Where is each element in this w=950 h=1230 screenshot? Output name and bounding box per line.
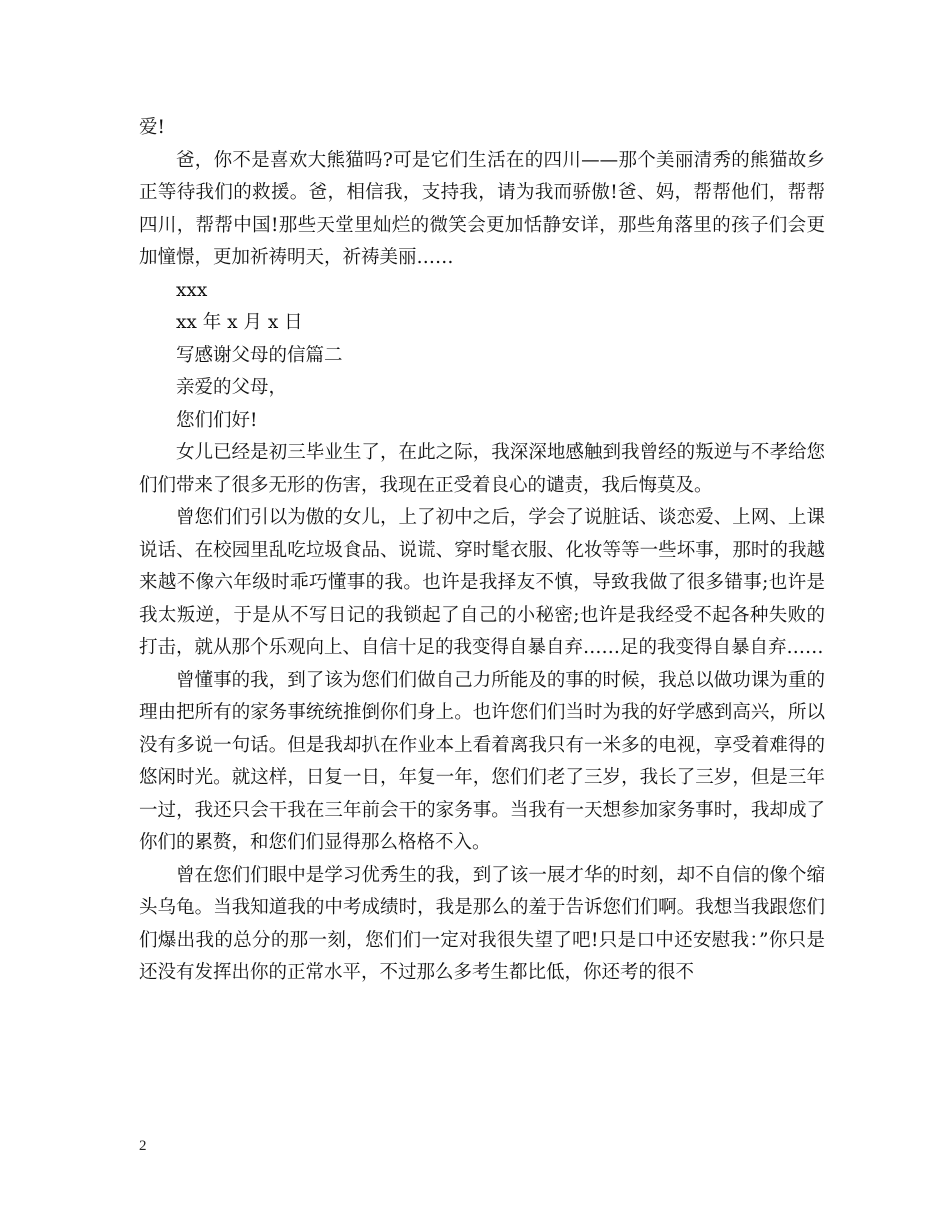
paragraph-housework: 曾懂事的我，到了该为您们们做自己力所能及的事的时候，我总以做功课为重的理由把所有的家务事统统推倒你们身上。也许您们们当时为我的好学感到高兴，所以没有多说一句话。但是我却扒在作业本上看着离我只有一米多的电视，享受着难得的悠闲时光。就这样，日复一日，年复一年，您们们老了三岁，我长了三岁，但是三年一过，我还只会干我在三年前会干的家务事。当我有一天想参加家务事时，我却成了你们的累赘，和您们们显得那么格格不入。 bbox=[139, 669, 825, 853]
paragraph-exam: 曾在您们们眼中是学习优秀生的我，到了该一展才华的时刻，却不自信的像个缩头乌龟。当我知道我的中考成绩时，我是那么的羞于告诉您们们啊。我想当我跟您们们爆出我的总分的那一刻，您们们一定对我很失望了吧!只是口中还安慰我：”你只是还没有发挥出你的正常水平，不过那么多考生都比低，你还考的很不 bbox=[139, 864, 825, 983]
paragraph-closing-fragment: 爱! bbox=[139, 117, 165, 138]
document-body bbox=[139, 112, 825, 990]
page-number: 2 bbox=[139, 1138, 147, 1154]
greeting: 您们们好! bbox=[176, 409, 258, 431]
paragraph-panda-appeal: 爸，你不是喜欢大熊猫吗?可是它们生活在的四川——那个美丽清秀的熊猫故乡正等待我们的救援。爸，相信我，支持我，请为我而骄傲!爸、妈，帮帮他们，帮帮四川，帮帮中国!那些天堂里灿烂的微笑会更加恬静安详，那些角落里的孩子们会更加憧憬，更加祈祷明天，祈祷美丽…… bbox=[139, 149, 825, 268]
paragraph-junior-high: 曾您们们引以为傲的女儿，上了初中之后，学会了说脏话、谈恋爱、上网、上课说话、在校园里乱吃垃圾食品、说谎、穿时髦衣服、化妆等等一些坏事，那时的我越来越不像六年级时乖巧懂事的我。也许是我择友不慎，导致我做了很多错事;也许是我太叛逆，于是从不写日记的我锁起了自己的小秘密;也许是我经受不起各种失败的打击，就从那个乐观向上、自信十足的我变得自暴自弃……足的我变得自暴自弃…… bbox=[139, 507, 825, 658]
salutation: 亲爱的父母， bbox=[176, 377, 288, 398]
signature-date: xx 年 x 月 x 日 bbox=[176, 312, 303, 333]
section-heading: 写感谢父母的信篇二 bbox=[176, 344, 343, 366]
paragraph-regret: 女儿已经是初三毕业生了，在此之际，我深深地感触到我曾经的叛逆与不孝给您们们带来了很多无形的伤害，我现在正受着良心的谴责，我后悔莫及。 bbox=[139, 442, 825, 496]
signature-name: xxx bbox=[176, 279, 208, 301]
